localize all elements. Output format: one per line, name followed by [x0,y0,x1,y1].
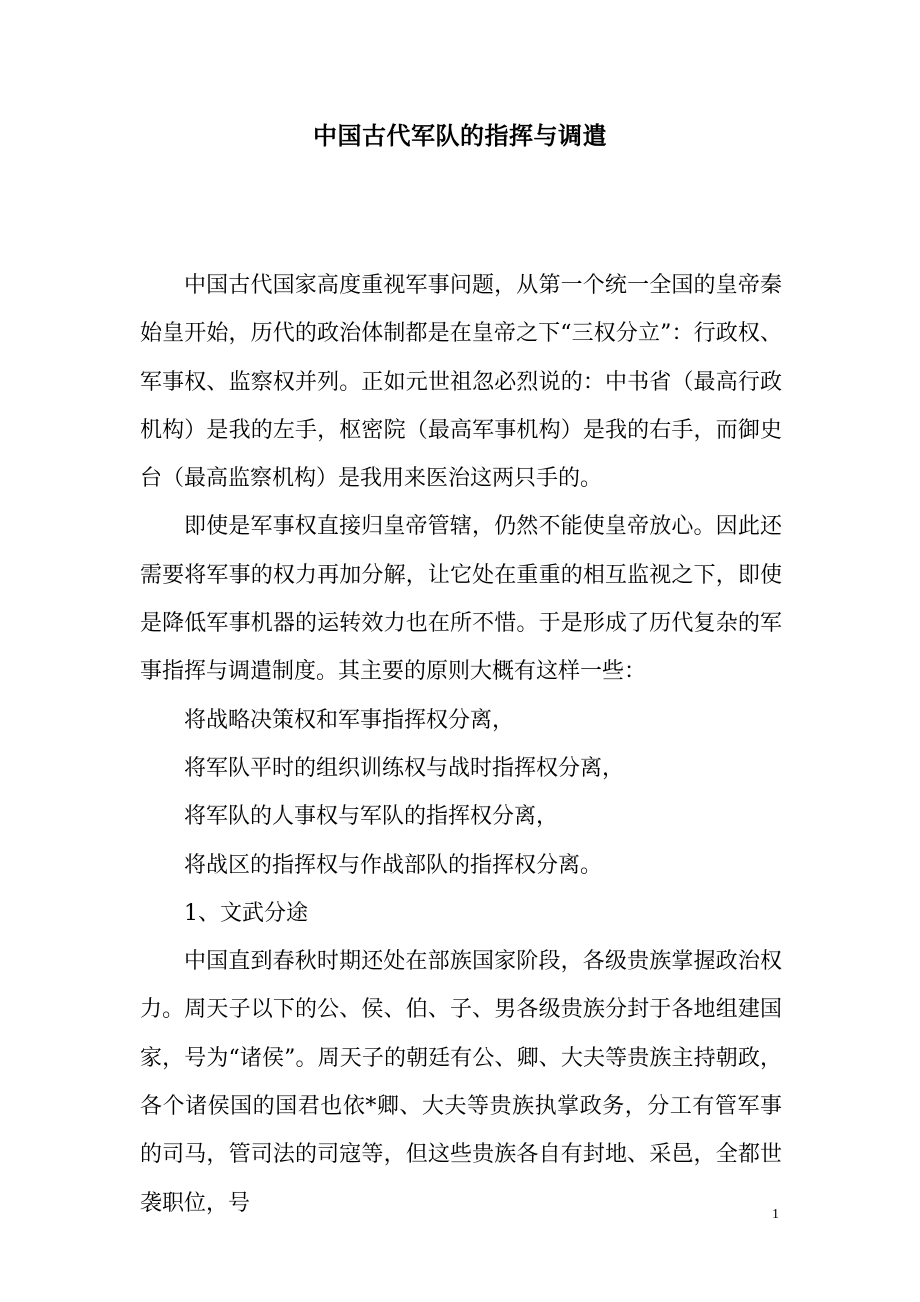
principle-item: 将战区的指挥权与作战部队的指挥权分离。 [184,852,603,878]
document-title: 中国古代军队的指挥与调遣 [313,121,607,150]
principle-item: 将战略决策权和军事指挥权分离， [184,707,515,733]
paragraph-principles: 即使是军事权直接归皇帝管辖，仍然不能使皇帝放心。因此还需要将军事的权力再加分解，让它处在重重的相互监视之下，即使是降低军事机器的运转效力也在所不惜。于是形成了历代复杂的军事指挥与调遣制度。其主要的原则大概有这样一些： [140,514,782,685]
principle-item: 将军队的人事权与军队的指挥权分离， [184,804,559,830]
document-body [140,262,782,1228]
paragraph-intro: 中国古代国家高度重视军事问题，从第一个统一全国的皇帝秦始皇开始，历代的政治体制都是在皇帝之下“三权分立”：行政权、军事权、监察权并列。正如元世祖忽必烈说的：中书省（最高行政机构）是我的左手，枢密院（最高军事机构）是我的右手，而御史台（最高监察机构）是我用来医治这两只手的。 [140,273,782,492]
paragraph-section-1: 中国直到春秋时期还处在部族国家阶段，各级贵族掌握政治权力。周天子以下的公、侯、伯、子、男各级贵族分封于各地组建国家，号为“诸侯”。周天子的朝廷有公、卿、大夫等贵族主持朝政，各个诸侯国的国君也依*卿、大夫等贵族执掌政务，分工有管军事的司马，管司法的司寇等，但这些贵族各自有封地、采邑，全都世袭职位，号 [140,949,782,1216]
section-heading: 1、文武分途 [184,900,308,926]
principle-item: 将军队平时的组织训练权与战时指挥权分离， [184,755,625,781]
page-number: 1 [772,1207,779,1222]
